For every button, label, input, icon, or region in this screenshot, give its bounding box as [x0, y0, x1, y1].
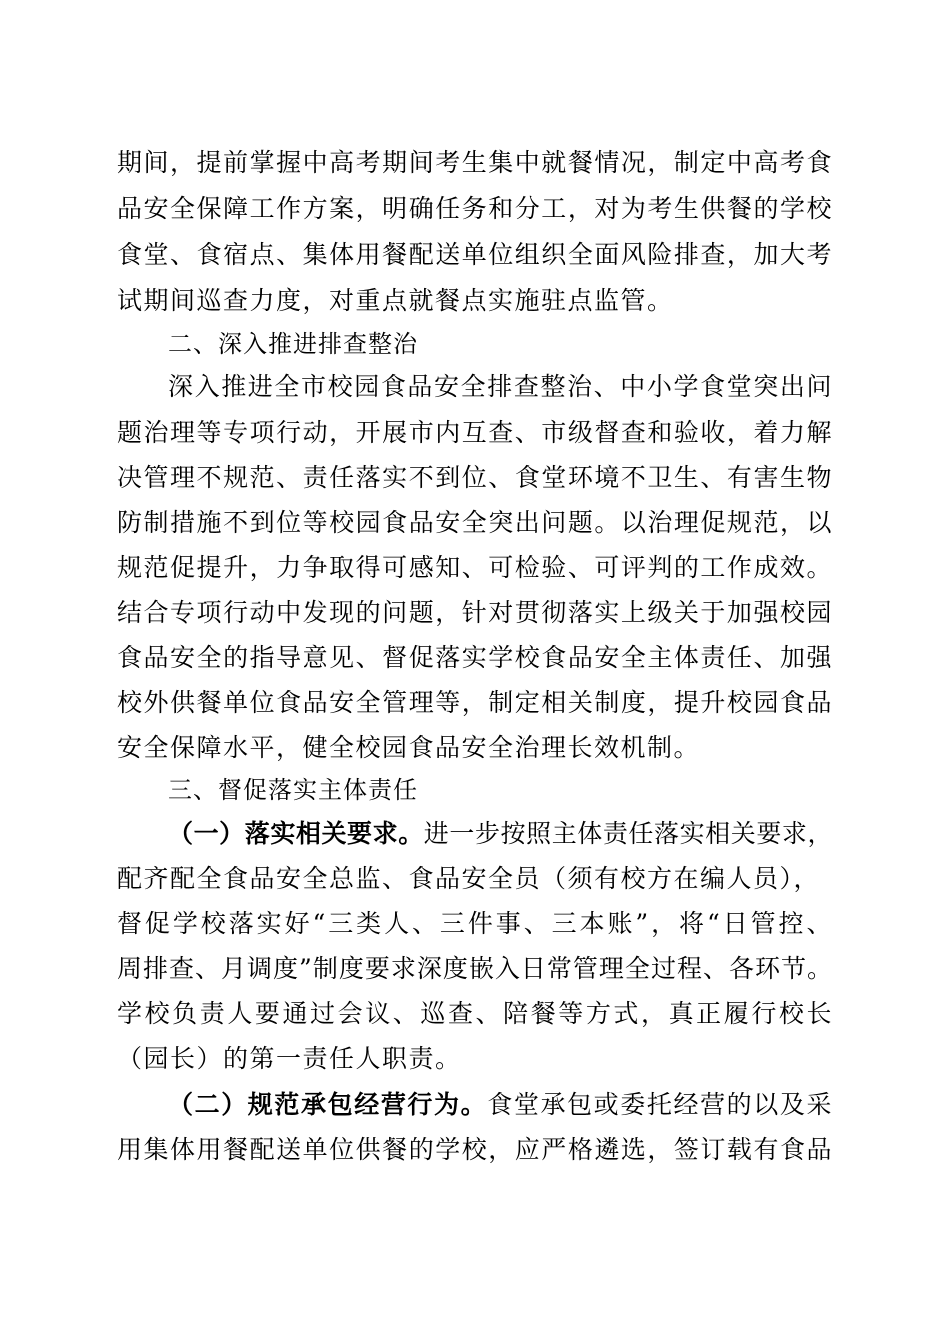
paragraph-line: 题治理等专项行动，开展市内互查、市级督查和验收，着力解	[117, 418, 833, 447]
section-heading-2: 二、深入推进排查整治	[168, 330, 418, 358]
paragraph-line	[168, 1088, 833, 1124]
subheading-lead: （一）落实相关要求。	[168, 819, 424, 848]
section-heading-3: 三、督促落实主体责任	[168, 776, 418, 804]
paragraph-line: 品安全保障工作方案，明确任务和分工，对为考生供餐的学校	[117, 194, 833, 223]
paragraph-line: 配齐配全食品安全总监、食品安全员（须有校方在编人员），	[117, 864, 821, 893]
paragraph-line: 试期间巡查力度，对重点就餐点实施驻点监管。	[117, 286, 674, 315]
paragraph-line: 期间，提前掌握中高考期间考生集中就餐情况，制定中高考食	[117, 148, 833, 177]
paragraph-text: 食堂承包或委托经营的以及采	[487, 1090, 833, 1119]
paragraph-line: 防制措施不到位等校园食品安全突出问题。以治理促规范，以	[117, 508, 833, 537]
paragraph-line: 食堂、食宿点、集体用餐配送单位组织全面风险排查，加大考	[117, 240, 833, 269]
paragraph-line: 安全保障水平，健全校园食品安全治理长效机制。	[117, 733, 701, 762]
paragraph-line: 用集体用餐配送单位供餐的学校，应严格遴选，签订载有食品	[117, 1135, 833, 1164]
paragraph-line	[168, 817, 833, 853]
paragraph-line: （园长）的第一责任人职责。	[117, 1044, 462, 1073]
paragraph-text: 进一步按照主体责任落实相关要求，	[423, 819, 833, 848]
paragraph-line: 规范促提升，力争取得可感知、可检验、可评判的工作成效。	[117, 553, 833, 582]
paragraph-line: 周排查、月调度”制度要求深度嵌入日常管理全过程、各环节。	[117, 954, 833, 983]
paragraph-line: 决管理不规范、责任落实不到位、食堂环境不卫生、有害生物	[117, 463, 833, 492]
paragraph-line: 结合专项行动中发现的问题，针对贯彻落实上级关于加强校园	[117, 598, 833, 627]
paragraph-line: 校外供餐单位食品安全管理等，制定相关制度，提升校园食品	[117, 688, 833, 717]
paragraph-line: 深入推进全市校园食品安全排查整治、中小学食堂突出问	[168, 372, 833, 401]
paragraph-line: 学校负责人要通过会议、巡查、陪餐等方式，真正履行校长	[117, 999, 833, 1028]
paragraph-line: 食品安全的指导意见、督促落实学校食品安全主体责任、加强	[117, 643, 833, 672]
subheading-lead: （二）规范承包经营行为。	[168, 1090, 488, 1119]
paragraph-line: 督促学校落实好“三类人、三件事、三本账”，将“日管控、	[117, 909, 833, 938]
